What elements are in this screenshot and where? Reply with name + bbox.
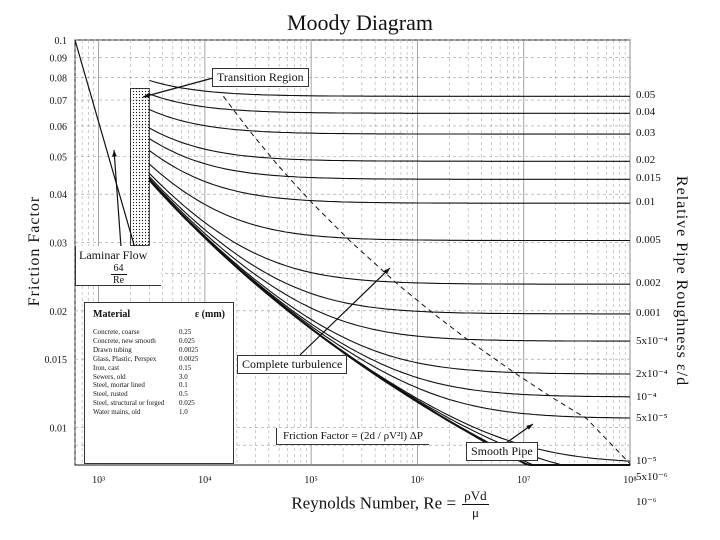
material-table [84, 302, 234, 464]
material-row [93, 373, 225, 382]
transition-region-callout: Transition Region [212, 68, 309, 87]
material-row [93, 390, 225, 399]
x-tick-label: 10⁴ [198, 475, 212, 486]
friction-factor-formula: Friction Factor = (2d / ρV²l) ΔP [276, 428, 429, 445]
laminar-formula-den: Re [112, 275, 125, 286]
y-tick-label: 0.09 [49, 53, 67, 65]
material-value: 0.0025 [179, 345, 199, 354]
x-axis-label-text: Reynolds Number, Re = [291, 493, 457, 513]
x-axis-formula-den: μ [472, 505, 479, 520]
x-tick-label: 10⁷ [516, 475, 531, 486]
material-value: 0.15 [179, 363, 192, 372]
complete-turbulence-boundary [223, 96, 630, 465]
roughness-label: 10⁻⁶ [636, 495, 657, 508]
material-name: Steel, structural or forged [93, 399, 165, 408]
material-name: Concrete, coarse [93, 328, 140, 336]
material-value: 1.0 [179, 408, 188, 417]
material-name: Concrete, new smooth [93, 336, 156, 345]
x-tick-label: 10⁶ [410, 475, 425, 486]
transition-region-band [131, 88, 150, 245]
x-axis-formula-num: ρVd [464, 488, 487, 503]
laminar-flow-label: Laminar Flow [79, 248, 148, 262]
y-tick-label: 0.02 [49, 306, 67, 318]
material-value: 0.1 [179, 381, 188, 390]
x-tick-label: 10³ [92, 475, 106, 486]
laminar-flow-callout [75, 246, 161, 286]
right-axis-label: Relative Pipe Roughness ε/d [673, 175, 690, 387]
material-row [93, 364, 225, 373]
roughness-label: 5x10⁻⁵ [636, 412, 668, 424]
roughness-label: 10⁻⁵ [636, 455, 657, 468]
roughness-label: 5x10⁻⁶ [636, 470, 668, 483]
roughness-label: 0.01 [636, 196, 656, 209]
material-row [93, 355, 225, 364]
turbulence-arrow [300, 268, 390, 355]
material-value: 0.025 [179, 399, 195, 408]
roughness-label: 10⁻⁴ [636, 390, 657, 403]
material-row [93, 337, 225, 346]
material-value: 0.0025 [179, 354, 199, 363]
material-row [93, 399, 225, 408]
material-header-value: ε (mm) [194, 309, 225, 320]
transition-arrow [143, 78, 213, 97]
y-tick-label: 0.08 [49, 73, 67, 85]
y-tick-label: 0.07 [49, 96, 67, 108]
roughness-curve [149, 173, 630, 284]
material-row [93, 328, 225, 337]
material-value: 0.025 [179, 336, 195, 345]
material-row [93, 408, 225, 417]
x-axis-formula [462, 488, 488, 521]
roughness-label: 0.03 [636, 127, 656, 140]
complete-turbulence-callout: Complete turbulence [237, 355, 347, 374]
material-name: Iron, cast [93, 363, 120, 372]
y-tick-label: 0.04 [49, 190, 67, 202]
x-axis-label [230, 488, 550, 521]
y-tick-label: 0.06 [49, 121, 67, 133]
x-tick-label: 10⁵ [304, 475, 318, 486]
y-tick-label: 0.05 [49, 152, 67, 164]
roughness-curve [149, 128, 630, 161]
material-value: 3.0 [179, 372, 188, 381]
roughness-label: 0.015 [636, 172, 661, 185]
laminar-flow-formula [79, 263, 158, 286]
material-name: Glass, Plastic, Perspex [93, 354, 157, 363]
material-row [93, 346, 225, 355]
y-tick-label: 0.015 [44, 355, 67, 367]
roughness-label: 0.005 [636, 233, 661, 246]
y-tick-label: 0.01 [49, 423, 67, 435]
laminar-arrow [114, 150, 121, 247]
roughness-label: 5x10⁻⁴ [636, 335, 668, 348]
material-table-header [93, 309, 225, 320]
material-name: Water mains, old [93, 408, 141, 417]
smooth-pipe-arrow-head [526, 424, 533, 430]
material-name: Sewers, old [93, 372, 126, 381]
material-name: Steel, rusted [93, 390, 128, 399]
smooth-pipe-callout: Smooth Pipe [466, 442, 538, 461]
roughness-label: 0.02 [636, 154, 656, 167]
roughness-curve [149, 151, 630, 204]
material-header-name: Material [93, 309, 131, 320]
y-axis-label: Friction Factor [26, 195, 43, 307]
laminar-formula-num: 64 [111, 263, 127, 275]
material-name: Drawn tubing [93, 345, 132, 354]
roughness-curve [149, 94, 630, 113]
roughness-curve [149, 139, 630, 180]
roughness-label: 0.05 [636, 89, 656, 102]
roughness-label: 2x10⁻⁴ [636, 368, 668, 380]
y-tick-label: 0.03 [49, 238, 67, 250]
material-name: Steel, mortar lined [93, 381, 145, 390]
chart-title: Moody Diagram [286, 10, 434, 35]
roughness-label: 0.001 [636, 306, 661, 319]
material-value: 0.5 [179, 390, 188, 399]
roughness-curve [149, 177, 630, 314]
roughness-label: 0.002 [636, 277, 661, 290]
roughness-label: 0.04 [636, 106, 656, 119]
material-value: 0.25 [179, 328, 192, 336]
y-tick-label: 0.1 [54, 36, 67, 47]
laminar-flow-line [75, 40, 137, 255]
material-row [93, 381, 225, 390]
x-tick-label: 10⁸ [623, 475, 637, 486]
